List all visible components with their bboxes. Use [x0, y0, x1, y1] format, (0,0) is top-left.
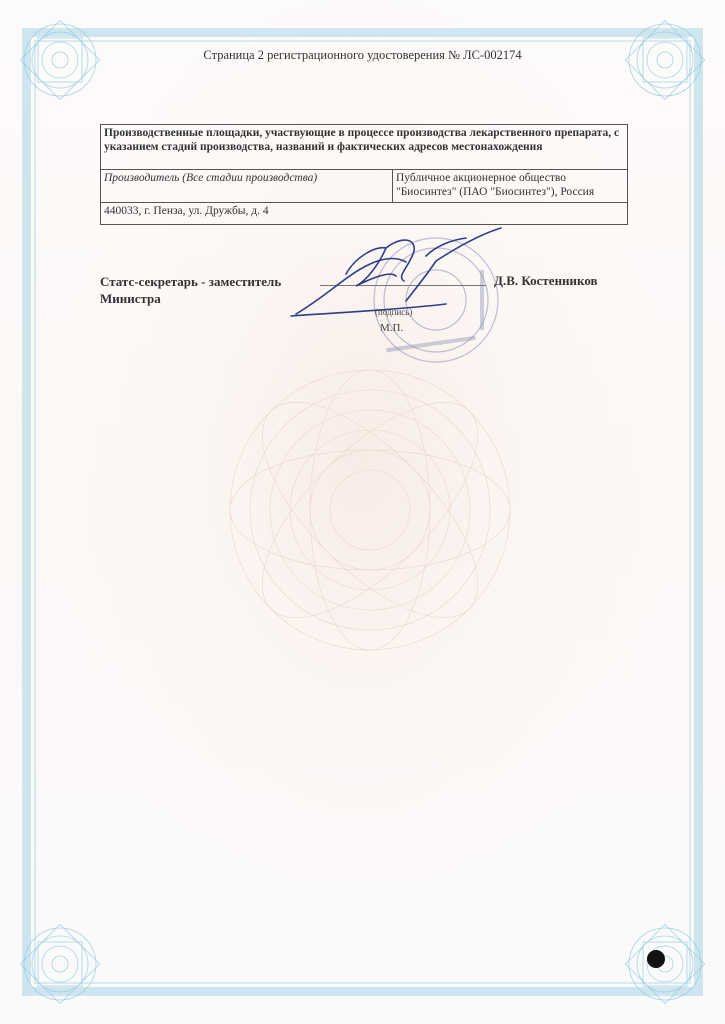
table-heading-cell: Производственные площадки, участвующие в процессе производства лекарственного препарата, с указанием стадий производства, названий и фактических адресов местонахождения: [101, 125, 628, 170]
manufacturer-role-cell: Производитель (Все стадии производства): [101, 170, 393, 203]
production-sites-table: [100, 124, 628, 225]
corner-ornament-icon: [18, 922, 102, 1006]
seal-label: М.П.: [380, 322, 404, 334]
signatory-name: Д.В. Костенников: [494, 273, 598, 288]
signatory-position: Статс-секретарь - заместитель Министра: [100, 274, 282, 306]
address-cell: 440033, г. Пенза, ул. Дружбы, д. 4: [101, 203, 628, 225]
organization-cell: Публичное акционерное общество "Биосинтез" (ПАО "Биосинтез"), Россия: [393, 170, 628, 203]
corner-ornament-icon: [623, 922, 707, 1006]
guilloche-rosette-watermark: [220, 360, 520, 660]
signature-caption: (подпись): [375, 307, 413, 317]
page-header: Страница 2 регистрационного удостоверения № ЛС-002174: [203, 48, 522, 62]
binding-hole: [647, 950, 665, 968]
